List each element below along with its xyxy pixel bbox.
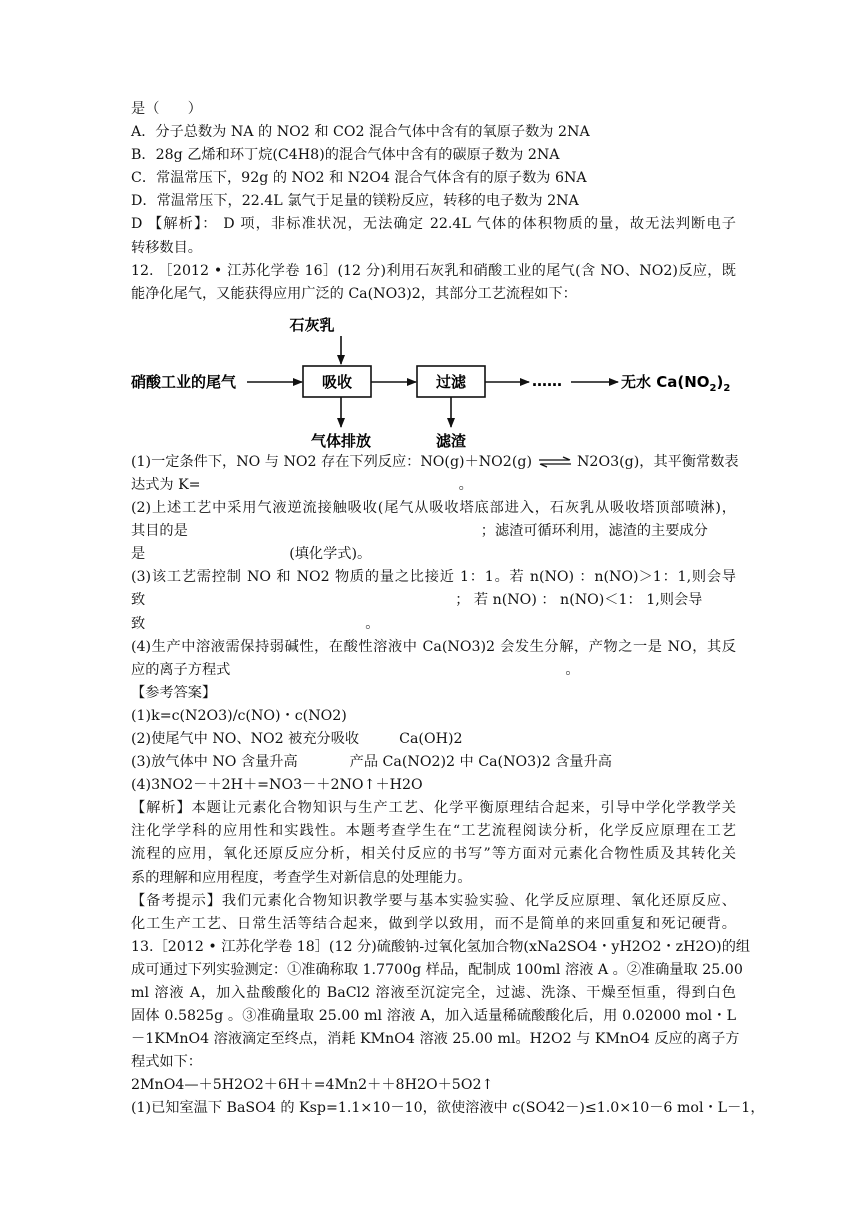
flow-output-residue: 滤渣 [435,431,467,450]
q12-part1-line-2: 达式为 K= 。 [131,476,473,493]
q13-line-5: －1KMnO4 溶液滴定至终点，消耗 KMnO4 溶液 25.00 ml。H2O2 与 KMnO4 反应的离子方 [131,1031,740,1048]
q13-line-1: 13.［2012 • 江苏化学卷 18］(12 分)硫酸钠-过氧化氢加合物(xNa2SO4・yH2O2・zH2O)的组 [131,938,751,955]
equilibrium-arrow-icon [537,456,573,468]
flow-product-label: 无水 $Ca(NO_2)_2$ [621,372,731,394]
q12-part1-line-1: (1)一定条件下，NO 与 NO2 存在下列反应：NO(g)＋NO2(g) N2O3(g)，其平衡常数表 [131,453,739,470]
q12-part3-line-2: 致 ； 若 n(NO) ： n(NO)＜1： 1,则会导 [131,592,703,609]
flow-top-input-label: 石灰乳 [289,315,335,334]
q12-analysis-line-1: 【解析】本题让元素化合物知识与生产工艺、化学平衡原理结合起来，引导中学化学教学关 [131,800,736,817]
process-flow-diagram [131,306,736,451]
q12-part3-line-3: 致 。 [131,615,380,632]
q11-analysis-line-2: 转移数目。 [131,239,202,256]
q11-analysis-line-1: D 【解析】： D 项，非标准状况，无法确定 22.4L 气体的体积物质的量，故无法判断电子 [131,216,736,233]
q12-tip-line-2: 化工生产工艺、日常生活等结合起来，做到学以致用，而不是简单的来回重复和死记硬背。 [131,915,736,932]
q12-answer-3: (3)放气体中 NO 含量升高 产品 Ca(NO2)2 中 Ca(NO3)2 含量升高 [131,754,612,771]
q12-analysis-line-2: 注化学学科的应用性和实践性。本题考查学生在“工艺流程阅读分析，化学反应原理在工艺 [131,823,736,840]
q13-line-6: 程式如下： [131,1054,202,1071]
q11-option-c: C．常温常压下，92g 的 NO2 和 N2O4 混合气体含有的原子数为 6NA [131,170,587,187]
q13-line-3: ml 溶液 A，加入盐酸酸化的 BaCl2 溶液至沉淀完全，过滤、洗涤、干燥至恒重，得到白色 [131,985,736,1001]
q13-part1-line-1: (1)已知室温下 BaSO4 的 Ksp=1.1×10－10，欲使溶液中 c(SO42－)≤1.0×10－6 mol・L－1， [131,1100,765,1117]
q12-part4-line-2: 应的离子方程式 。 [131,661,580,678]
document-page [131,98,765,1121]
q12-header-line-2: 能净化尾气，又能获得应用广泛的 Ca(NO3)2，其部分工艺流程如下： [131,285,577,302]
q12-part4-line-1: (4)生产中溶液需保持弱碱性，在酸性溶液中 Ca(NO3)2 会发生分解，产物之一是 NO，其反 [131,638,736,655]
flow-output-gas: 气体排放 [310,431,372,450]
q12-part2-line-3: 是 (填化学式)。 [131,546,372,563]
q13-line-2: 成可通过下列实验测定：①准确称取 1.7700g 样品，配制成 100ml 溶液 A 。②准确量取 25.00 [131,961,743,978]
q12-answer-1: (1)k=c(N2O3)/c(NO)・c(NO2) [131,707,347,724]
q12-part2-line-1: (2)上述工艺中采用气液逆流接触吸收(尾气从吸收塔底部进入，石灰乳从吸收塔顶部喷淋)， [131,500,736,517]
q11-option-b: B．28g 乙烯和环丁烷(C4H8)的混合气体中含有的碳原子数为 2NA [131,147,560,164]
flow-step-filter: 过滤 [435,372,467,391]
q13-line-4: 固体 0.5825g 。③准确量取 25.00 ml 溶液 A，加入适量稀硫酸酸化后，用 0.02000 mol・L [131,1008,736,1025]
flow-step-absorb: 吸收 [321,372,353,391]
flow-dots: …… [532,371,562,390]
q12-part2-line-2: 其目的是 ；滤渣可循环利用，滤渣的主要成分 [131,523,708,540]
q12-reference-answer-title: 【参考答案】 [131,684,217,701]
flow-input-label: 硝酸工业的尾气 [131,372,237,391]
process-flow-svg [131,306,736,451]
q12-tip-line-1: 【备考提示】我们元素化合物知识教学要与基本实验实验、化学反应原理、氧化还原反应、 [131,892,736,909]
q12-part3-line-1: (3)该工艺需控制 NO 和 NO2 物质的量之比接近 1：1。若 n(NO) ：n(NO)＞1：1,则会导 [131,569,736,586]
q12-analysis-line-3: 流程的应用，氧化还原反应分析，相关付反应的书写”等方面对元素化合物性质及其转化关 [131,846,736,863]
q11-option-a: A．分子总数为 NA 的 NO2 和 CO2 混合气体中含有的氧原子数为 2NA [131,124,590,141]
q11-option-d: D．常温常压下，22.4L 氯气于足量的镁粉反应，转移的电子数为 2NA [131,193,579,210]
q12-answer-4: (4)3NO2－＋2H＋=NO3－＋2NO↑＋H2O [131,777,423,794]
q13-equation: 2MnO4—＋5H2O2＋6H＋=4Mn2＋＋8H2O＋5O2↑ [131,1077,494,1094]
q12-analysis-line-4: 系的理解和应用程度，考查学生对新信息的处理能力。 [131,869,472,886]
q11-stem-tail: 是（ ） [131,101,202,117]
q12-header-line-1: 12. ［2012 • 江苏化学卷 16］(12 分)利用石灰乳和硝酸工业的尾气(含 NO、NO2)反应，既 [131,262,736,279]
q12-answer-2: (2)使尾气中 NO、NO2 被充分吸收 Ca(OH)2 [131,730,463,747]
